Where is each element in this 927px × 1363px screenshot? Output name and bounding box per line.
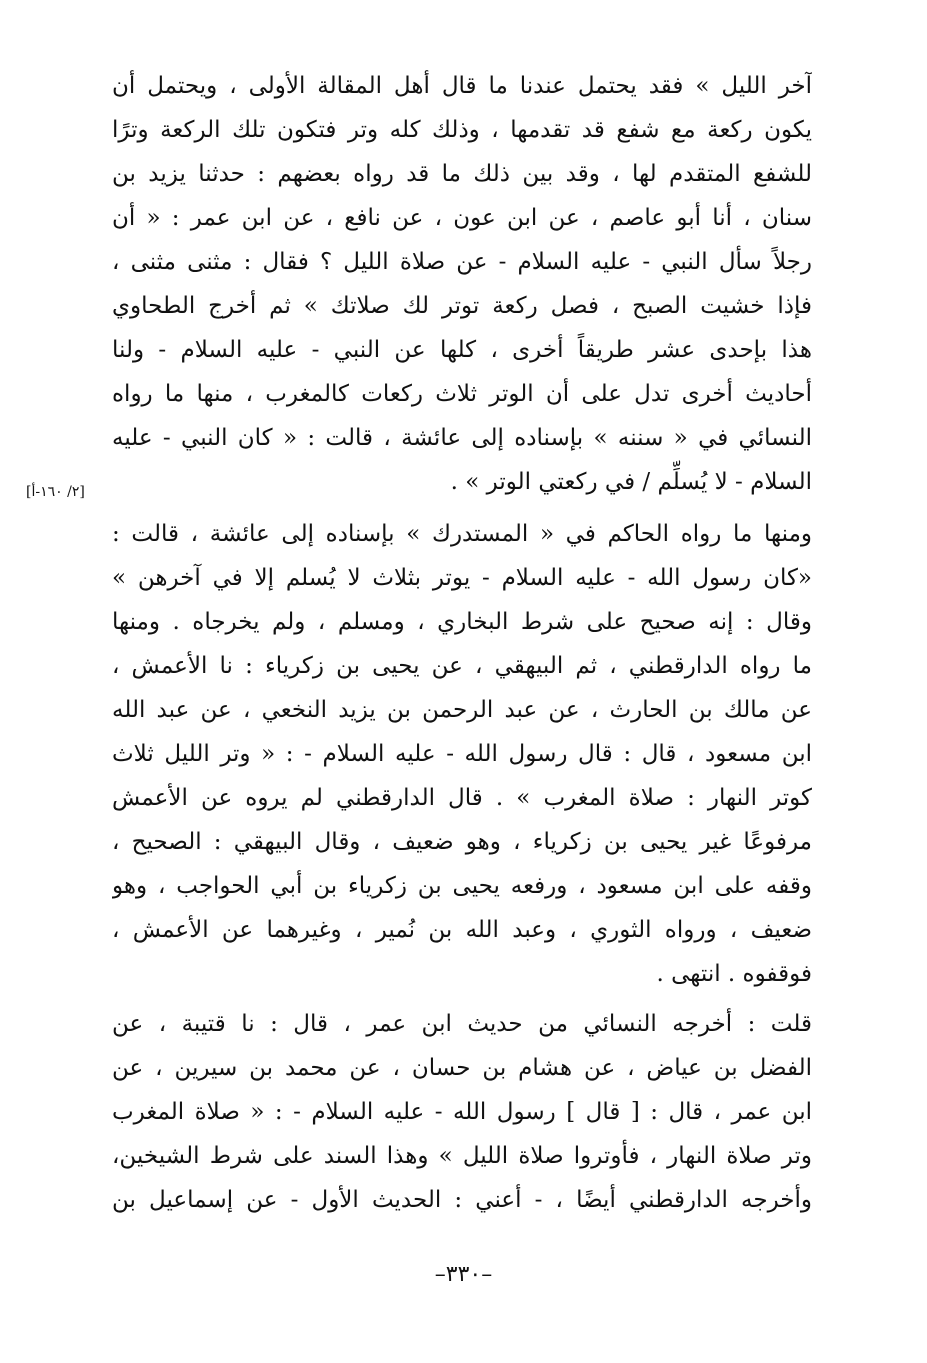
text-line: للشفع المتقدم لها ، وقد بين ذلك ما قد رواه بعضهم : حدثنا يزيد بن bbox=[112, 161, 812, 187]
text-line: يكون ركعة مع شفع قد تقدمها ، وذلك كله وتر فتكون تلك الركعة وترًا bbox=[112, 117, 812, 143]
text-line: النسائي في « سننه » بإسناده إلى عائشة ، قالت : « كان النبي - عليه bbox=[112, 425, 812, 451]
text-line: ابن عمر ، قال : [ قال ] رسول الله - عليه السلام - : « صلاة المغرب bbox=[112, 1099, 812, 1125]
text-line: كوتر النهار : صلاة المغرب » . قال الدارقطني لم يروه عن الأعمش bbox=[112, 785, 812, 811]
text-line: آخر الليل » فقد يحتمل عندنا ما قال أهل المقالة الأولى ، ويحتمل أن bbox=[112, 73, 812, 99]
page-body bbox=[112, 64, 812, 1222]
text-line: عن مالك بن الحارث ، عن عبد الرحمن بن يزيد النخعي ، عن عبد الله bbox=[112, 697, 812, 723]
paragraph-2 bbox=[112, 512, 812, 996]
paragraph-3 bbox=[112, 1002, 812, 1222]
text-line: أحاديث أخرى تدل على أن الوتر ثلاث ركعات كالمغرب ، منها ما رواه bbox=[112, 381, 812, 407]
text-line: وأخرجه الدارقطني أيضًا ، - أعني : الحديث الأول - عن إسماعيل بن bbox=[112, 1187, 812, 1213]
text-line: ومنها ما رواه الحاكم في « المستدرك » بإسناده إلى عائشة ، قالت : bbox=[112, 521, 812, 547]
text-line: ضعيف ، ورواه الثوري ، وعبد الله بن نُمير ، وغيرهما عن الأعمش ، bbox=[112, 917, 812, 943]
paragraph-1 bbox=[112, 64, 812, 504]
text-line: مرفوعًا غير يحيى بن زكرياء ، وهو ضعيف ، وقال البيهقي : الصحيح ، bbox=[112, 829, 812, 855]
text-line: وقفه على ابن مسعود ، ورفعه يحيى بن زكرياء بن أبي الحواجب ، وهو bbox=[112, 873, 812, 899]
marginal-reference: [٢/ ١٦٠-أ] bbox=[26, 484, 85, 500]
text-line: وتر صلاة النهار ، فأوتروا صلاة الليل » وهذا السند على شرط الشيخين، bbox=[112, 1143, 812, 1169]
text-line: ما رواه الدارقطني ، ثم البيهقي ، عن يحيى بن زكرياء : نا الأعمش ، bbox=[112, 653, 812, 679]
text-line: ابن مسعود ، قال : قال رسول الله - عليه السلام - : « وتر الليل ثلاث bbox=[112, 741, 812, 767]
text-line: فوقفوه . انتهى . bbox=[656, 961, 812, 987]
text-line: فإذا خشيت الصبح ، فصل ركعة توتر لك صلاتك » ثم أخرج الطحاوي bbox=[112, 293, 812, 319]
text-line: «كان رسول الله - عليه السلام - يوتر بثلاث لا يُسلم إلا في آخرهن » bbox=[112, 565, 812, 591]
text-line: قلت : أخرجه النسائي من حديث ابن عمر ، قال : نا قتيبة ، عن bbox=[112, 1011, 812, 1037]
text-line: وقال : إنه صحيح على شرط البخاري ، ومسلم ، ولم يخرجاه . ومنها bbox=[112, 609, 812, 635]
text-line: الفضل بن عياض ، عن هشام بن حسان ، عن محمد بن سيرين ، عن bbox=[112, 1055, 812, 1081]
text-line: السلام - لا يُسلِّم / في ركعتي الوتر » . bbox=[450, 469, 812, 495]
text-line: رجلاً سأل النبي - عليه السلام - عن صلاة الليل ؟ فقال : مثنى مثنى ، bbox=[112, 249, 812, 275]
page-number: –٣٣٠– bbox=[434, 1262, 493, 1287]
text-line: هذا بإحدى عشر طريقاً أخرى ، كلها عن النبي - عليه السلام - ولنا bbox=[112, 337, 812, 363]
text-line: سنان ، أنا أبو عاصم ، عن ابن عون ، عن نافع ، عن ابن عمر : « أن bbox=[112, 205, 812, 231]
